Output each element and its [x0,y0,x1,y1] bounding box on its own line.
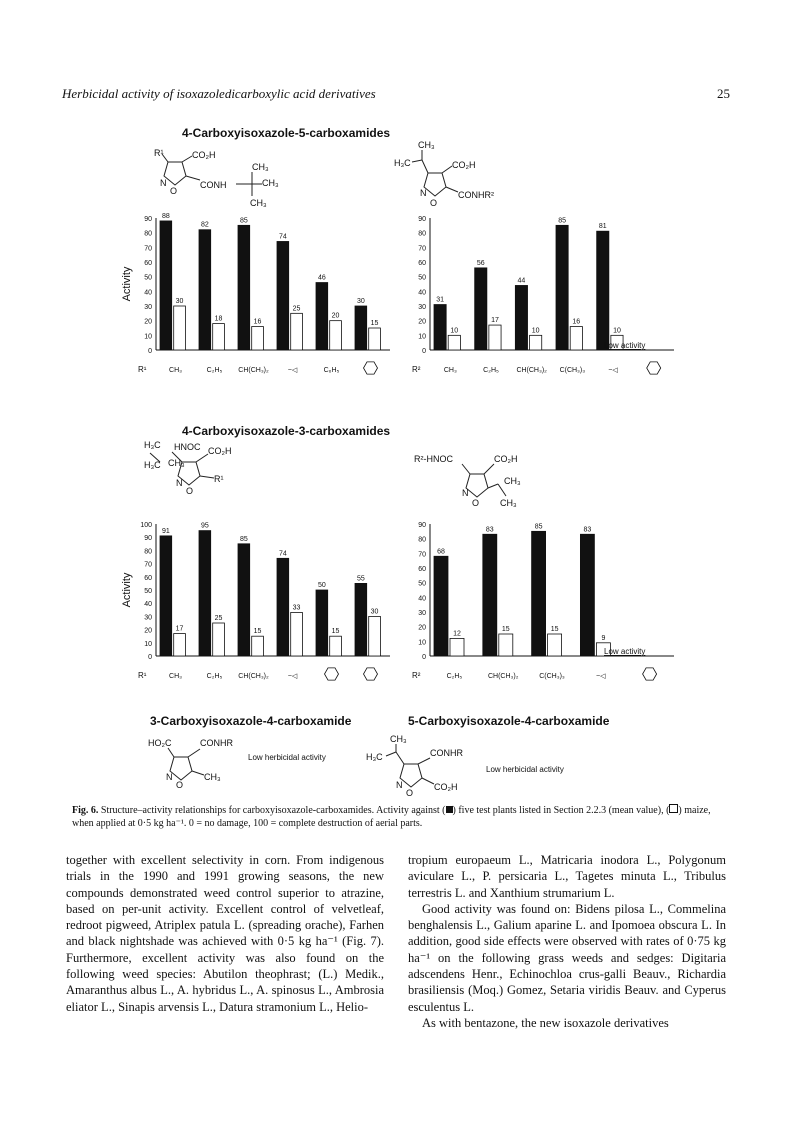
bar-test-plants [238,225,250,350]
data-label: 33 [292,604,301,612]
y-tick-label: 60 [418,260,426,267]
y-tick-label: 30 [144,614,152,622]
x-tick-label: CH(CH₃)₂ [238,367,269,374]
body-column-left [66,852,384,1015]
isoxazole-ring [466,474,488,497]
label-co2h: CO₂H [434,782,458,792]
x-tick-label: CH₃ [443,367,457,374]
data-label: 88 [161,212,170,220]
y-tick-label: 0 [422,348,426,355]
y-tick-label: 20 [418,318,426,326]
x-prefix-label: R¹ [138,671,147,680]
figure-caption [72,804,724,830]
y-tick-label: 20 [144,318,152,326]
data-label: 85 [558,217,566,225]
data-label: 44 [517,277,526,285]
data-label: 9 [601,634,606,642]
data-label: 25 [292,305,301,313]
bar-maize [489,325,501,350]
label-o: O [170,186,178,196]
x-tick-label: CH(CH₃)₂ [238,673,269,680]
bar-test-plants [316,283,328,350]
y-tick-label: 90 [144,535,152,543]
data-label: 95 [200,522,209,530]
benzene-ring-icon [364,362,378,374]
data-label: 16 [253,318,262,326]
bar-test-plants [434,556,448,656]
body-column-right [408,852,726,1031]
label-ch3: CH₃ [204,772,221,782]
data-label: 30 [356,298,365,305]
bar-test-plants [277,558,289,656]
label-co2h: CO₂H [192,150,216,160]
label-h3c: H₃C [144,460,161,470]
label-ch3: CH₃ [504,476,521,486]
data-label: 82 [200,221,209,229]
y-tick-label: 40 [418,289,426,297]
label-ch3: CH₃ [250,198,267,208]
bar-maize [291,612,303,656]
y-tick-label: 70 [144,561,152,569]
x-prefix-label: R² [412,365,421,374]
data-label: 83 [583,526,592,534]
x-tick-label: C₆H₅ [323,367,340,374]
bar-maize [548,634,562,656]
bar-maize [369,616,381,656]
y-axis-label: Activity [121,572,133,608]
bar-test-plants [515,285,527,350]
bar-maize [291,313,303,350]
y-tick-label: 40 [144,601,152,609]
data-label: 81 [598,223,607,231]
label-r1: R¹ [154,148,164,158]
label-conhr: CONHR [430,748,463,758]
x-tick-label: CH₃ [169,367,182,374]
data-label: 85 [239,535,248,543]
y-tick-label: 30 [418,304,426,311]
isoxazole-ring [400,764,422,787]
benzene-ring-icon [364,668,378,680]
data-label: 17 [491,317,499,325]
bar-maize [369,328,381,350]
note-low-herbicidal-activity: Low herbicidal activity [486,765,564,774]
bar-maize [499,634,513,656]
x-tick-label: −◁ [608,367,618,374]
y-tick-label: 50 [144,588,152,595]
y-tick-label: 10 [418,639,426,647]
running-title: Herbicidal activity of isoxazoledicarboxylic acid derivatives [62,86,376,101]
data-label: 74 [278,233,287,241]
label-ho2c: HO₂C [148,738,172,748]
label-o: O [406,788,414,798]
data-label: 10 [450,327,459,335]
bar-test-plants [483,534,497,656]
y-tick-label: 20 [144,627,152,635]
caption-label: Fig. 6. [72,805,99,816]
data-label: 20 [331,312,340,320]
label-h3c: H₃C [394,158,411,168]
x-tick-label: −◁ [596,673,606,680]
label-n: N [176,478,183,488]
data-label: 17 [175,625,184,633]
data-label: 55 [356,575,365,583]
data-label: 46 [317,274,326,282]
label-h3c: H₃C [366,752,383,762]
label-ch3: CH₃ [418,140,435,150]
y-tick-label: 60 [418,566,426,573]
x-tick-label: C₂H₅ [206,367,223,374]
bar-maize [213,623,225,656]
data-label: 56 [476,259,485,267]
bar-test-plants [199,230,211,350]
low-activity-label: Low activity [604,341,646,350]
data-label: 15 [331,628,340,636]
bar-chart-4-carboxy-5-carboxamides-r2 [392,210,682,390]
label-o: O [430,198,438,208]
bar-chart-4-carboxy-5-carboxamides-r1 [118,210,398,390]
y-tick-label: 90 [418,522,426,529]
legend-filled-square [446,806,453,813]
bar-maize [448,335,460,350]
bar-chart-4-carboxy-3-carboxamides-r1 [118,516,398,696]
label-n: N [420,188,427,198]
bar-test-plants [475,268,487,350]
bar-maize [570,327,582,350]
bar-test-plants [277,241,289,350]
data-label: 85 [534,523,543,531]
bar-test-plants [160,536,172,656]
y-tick-label: 40 [418,595,426,603]
y-tick-label: 10 [144,333,152,341]
label-o: O [176,780,184,790]
benzene-ring-icon [643,668,657,680]
label-ch3: CH₃ [252,162,269,172]
y-tick-label: 0 [148,348,152,355]
label-ch3: CH₃ [168,458,185,468]
bar-maize [174,634,186,656]
bar-maize [530,335,542,350]
y-tick-label: 60 [144,574,152,582]
data-label: 91 [161,527,170,535]
label-o: O [472,498,480,508]
label-conh: CONH [200,180,227,190]
label-r2-hnoc: R²-HNOC [414,454,453,464]
label-co2h: CO₂H [452,160,476,170]
bar-test-plants [556,225,568,350]
x-tick-label: C₂H₅ [483,367,499,374]
benzene-ring-icon [647,362,661,374]
bar-maize [330,321,342,350]
data-label: 10 [531,327,540,335]
y-tick-label: 20 [418,624,426,632]
y-tick-label: 70 [144,245,152,253]
body-paragraph: Good activity was found on: Bidens pilosa L., Commelina benghalensis L., Galium aparine L. and Ipomoea obscura L. In addition, good side effects were observed with rates of 0·75 kg ha⁻¹ on the following grass weeds and sedges: Digitaria adscendens Henr., Echinochloa crus-galli Beauv., Richardia brasiliensis (Moq.) Gomez, Setaria viridis Beauv. and Cyperus esculentus L. [408,901,726,1014]
label-ch3: CH₃ [262,178,279,188]
bar-test-plants [355,306,367,350]
label-n: N [462,488,469,498]
label-n: N [396,780,403,790]
isoxazole-ring [164,162,186,185]
bar-test-plants [355,583,367,656]
label-o: O [186,486,194,496]
y-axis-label: Activity [121,266,133,302]
caption-text-a: Structure–activity relationships for carboxyisoxazole-carboxamides. Activity against ( [98,805,446,816]
bar-maize [450,638,464,656]
data-label: 15 [370,320,379,327]
y-tick-label: 0 [148,654,152,661]
y-tick-label: 10 [418,333,426,341]
data-label: 85 [239,217,248,225]
isoxazole-ring [170,757,192,780]
x-tick-label: CH(CH₃)₂ [516,367,547,374]
label-co2h: CO₂H [208,446,232,456]
y-tick-label: 90 [418,216,426,223]
x-tick-label: CH(CH₃)₂ [487,673,519,680]
label-h3c: H₃C [144,440,161,450]
y-tick-label: 70 [418,245,426,253]
y-tick-label: 70 [418,551,426,559]
label-ch3: CH₃ [390,734,407,744]
x-tick-label: C(CH₃)₃ [559,367,586,374]
body-paragraph: As with bentazone, the new isoxazole derivatives [422,1015,669,1030]
data-label: 31 [436,296,444,304]
bar-maize [252,636,264,656]
y-tick-label: 10 [144,640,152,648]
y-tick-label: 50 [418,580,426,588]
y-tick-label: 30 [144,304,152,311]
caption-text-b: ) five test plants listed in Section 2.2.3 (mean value), ( [452,805,670,816]
data-label: 15 [253,628,262,636]
y-tick-label: 60 [144,260,152,267]
label-n: N [160,178,167,188]
bar-test-plants [532,531,546,656]
x-tick-label: C₂H₅ [206,673,223,680]
section-title-3-carboxy-4-carboxamide: 3-Carboxyisoxazole-4-carboxamide [150,714,352,728]
label-conhr2: CONHR² [458,190,494,200]
note-low-herbicidal-activity: Low herbicidal activity [248,753,326,762]
data-label: 50 [317,582,326,589]
data-label: 10 [613,327,621,335]
isoxazole-ring [424,173,446,196]
label-hnoc: HNOC [174,442,201,452]
bar-chart-4-carboxy-3-carboxamides-r2 [392,516,682,696]
x-tick-label: −◁ [287,367,298,374]
data-label: 83 [485,526,494,534]
data-label: 12 [453,630,461,638]
bar-test-plants [434,305,446,350]
data-label: 30 [370,608,379,616]
y-tick-label: 30 [418,610,426,617]
body-paragraph: tropium europaeum L., Matricaria inodora L., Polygonum aviculare L., P. persicaria L., Tagetes minuta L., Tribulus terrestris L. and Xanthium strumarium L. [408,853,726,900]
x-tick-label: C₂H₅ [446,673,463,680]
x-tick-label: CH₃ [169,673,182,680]
bar-test-plants [199,531,211,656]
y-tick-label: 100 [140,522,152,529]
bar-test-plants [316,590,328,656]
y-tick-label: 80 [144,548,152,556]
body-paragraph: together with excellent selectivity in corn. From indigenous trials in the 1990 and 1991 growing seasons, the new compounds demonstrated weed control superior to atrazine, based on per-unit activity. Excellent control of velvetleaf, redroot pigweed, Atriplex patula L. (spreading orache), Farhen and black nightshade was achieved with 0·5 kg ha⁻¹ (Fig. 7). Furthermore, excellent activity was also found on the following weed species: Abutilon theophrast; (L.) Medik., Amaranthus albus L., A. hybridus L., A. spinosus L., Ambrosia eliator L., Sinapis arvensis L., Datura stramonium L., Helio- [66,853,384,1014]
section-title-4-carboxy-5-carboxamides: 4-Carboxyisoxazole-5-carboxamides [182,126,391,140]
label-ch3: CH₃ [500,498,517,508]
x-prefix-label: R² [412,671,421,680]
x-tick-label: −◁ [287,673,298,680]
bar-test-plants [597,231,609,350]
data-label: 30 [175,298,184,305]
y-tick-label: 80 [418,230,426,238]
bar-maize [330,636,342,656]
label-r1: R¹ [214,474,224,484]
data-label: 74 [278,550,287,558]
bar-test-plants [160,221,172,350]
data-label: 25 [214,615,223,622]
label-n: N [166,772,173,782]
data-label: 15 [550,626,559,633]
bar-maize [174,306,186,350]
y-tick-label: 80 [144,230,152,238]
data-label: 68 [437,548,445,556]
low-activity-label: Low activity [604,647,646,656]
bar-maize [213,324,225,350]
page-number: 25 [717,86,730,101]
y-tick-label: 40 [144,289,152,297]
caption-text-c: ) maize, when applied at 0·5 kg ha⁻¹. 0 = no damage, 100 = complete destruction of aerial parts. [72,805,711,829]
bar-test-plants [580,534,594,656]
benzene-ring-icon [325,668,339,680]
y-tick-label: 0 [422,654,426,661]
bar-test-plants [238,544,250,656]
y-tick-label: 50 [144,274,152,282]
label-conhr: CONHR [200,738,233,748]
section-title-4-carboxy-3-carboxamides: 4-Carboxyisoxazole-3-carboxamides [182,424,391,438]
y-tick-label: 80 [418,536,426,544]
x-tick-label: C(CH₃)₃ [539,673,565,680]
bar-maize [252,327,264,350]
data-label: 16 [572,318,581,326]
y-tick-label: 50 [418,274,426,282]
data-label: 15 [501,626,510,633]
x-prefix-label: R¹ [138,365,147,374]
data-label: 18 [214,315,223,323]
y-tick-label: 90 [144,216,152,223]
section-title-5-carboxy-4-carboxamide: 5-Carboxyisoxazole-4-carboxamide [408,714,610,728]
label-co2h: CO₂H [494,454,518,464]
